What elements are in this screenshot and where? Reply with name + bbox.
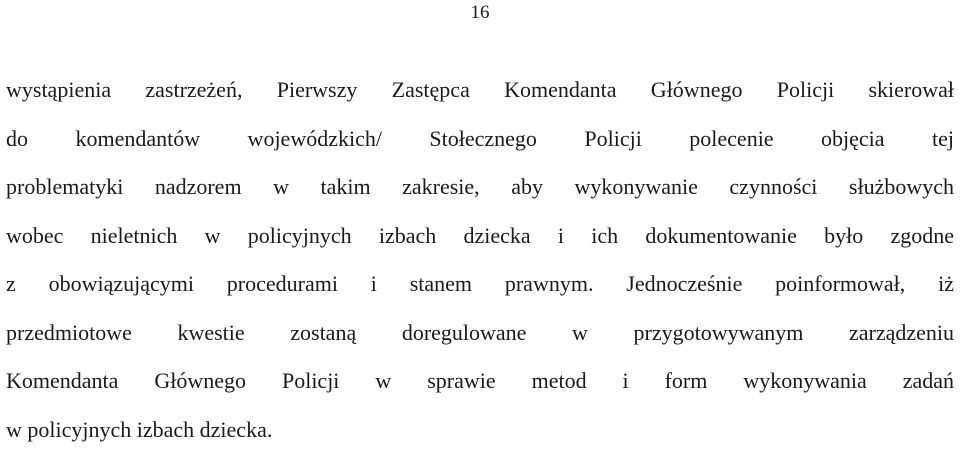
paragraph-line: przedmiotowe kwestie zostaną doregulowane w przygotowywanym zarządzeniu <box>6 309 954 358</box>
paragraph-line: wobec nieletnich w policyjnych izbach dziecka i ich dokumentowanie było zgodne <box>6 212 954 261</box>
page-number: 16 <box>0 2 960 24</box>
paragraph-line: z obowiązującymi procedurami i stanem prawnym. Jednocześnie poinformował, iż <box>6 260 954 309</box>
paragraph-line: w policyjnych izbach dziecka. <box>6 406 954 454</box>
body-paragraph <box>6 66 954 454</box>
paragraph-line: do komendantów wojewódzkich/ Stołecznego Policji polecenie objęcia tej <box>6 115 954 164</box>
paragraph-line: wystąpienia zastrzeżeń, Pierwszy Zastępca Komendanta Głównego Policji skierował <box>6 66 954 115</box>
paragraph-line: Komendanta Głównego Policji w sprawie metod i form wykonywania zadań <box>6 357 954 406</box>
paragraph-line: problematyki nadzorem w takim zakresie, aby wykonywanie czynności służbowych <box>6 163 954 212</box>
